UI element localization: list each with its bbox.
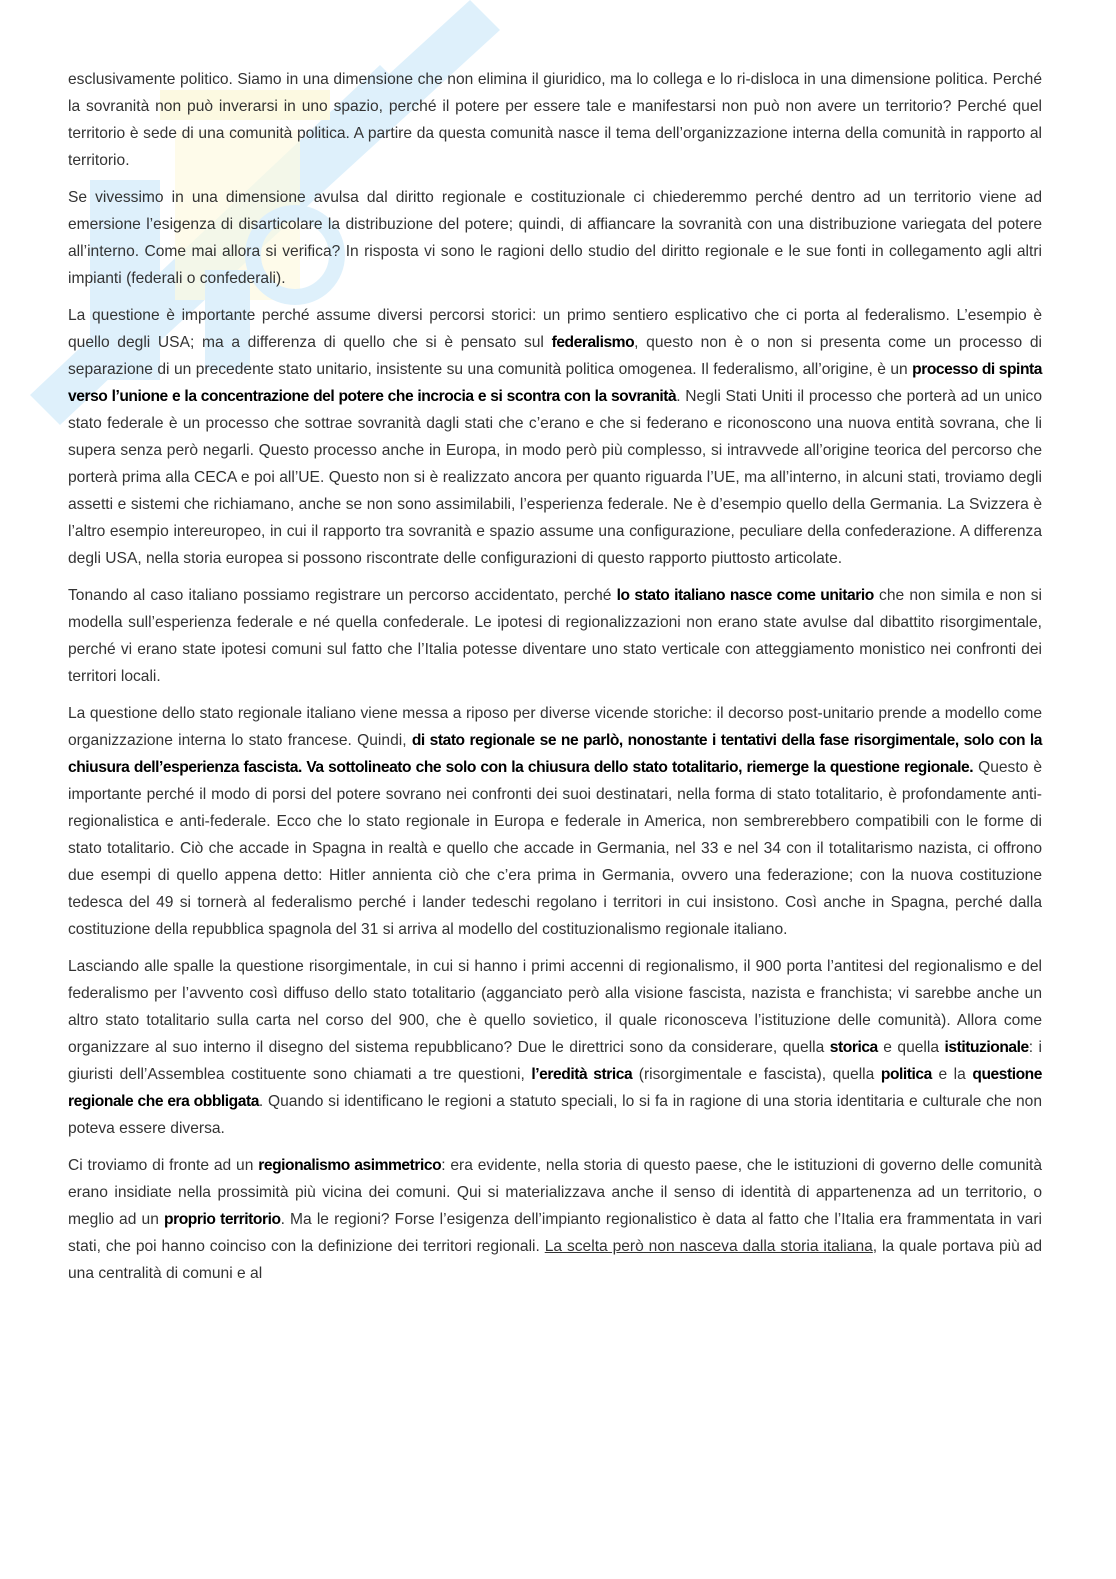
text-run: , la quale portava più ad una centralità di comuni e al [68,1238,1042,1282]
bold-text: storica [829,1039,878,1056]
document-body [68,66,1042,1297]
bold-text: questione regionale che era obbligata [68,1066,1042,1110]
text-run: Lasciando alle spalle la questione risorgimentale, in cui si hanno i primi accenni di regionalismo, il 900 porta l’antitesi del regionalismo e del federalismo per l’avvento così diffuso dello stato totalitario (agganciato però alla visione fascista, nazista e franchista; vi sarebbe anche un altro stato totalitario sulla carta nel corso del 900, che è quello sovietico, il quale riconosceva l’istituzione delle comunità). Allora come organizzare al suo interno il disegno del sistema repubblicano? Due le direttrici sono da considerare, quella [68,958,1042,1056]
text-run: che non simila e non si modella sull’esperienza federale e né quella confederale. Le ipotesi di regionalizzazioni non erano state avulse dal dibattito risorgimentale, perché vi erano state ipotesi comuni sul fatto che l’Italia potesse diventare uno stato verticale con atteggiamento monistico nei confronti dei territori locali. [68,587,1042,685]
text-run: . Negli Stati Uniti il processo che porterà ad un unico stato federale è un processo che sottrae sovranità dagli stati che c’erano e che si federano e riconoscono una nuova entità sovrana, che li supera senza però negarli. Questo processo anche in Europa, in modo però più complesso, si intravvede all’origine teorica del percorso che porterà prima alla CECA e poi all’UE. Questo non si è realizzato ancora per quanto riguarda l’UE, ma all’interno, in alcuni stati, troviamo degli assetti e sistemi che richiamano, anche se non sono assimilabili, l’esperienza federale. Ne è d’esempio quello della Germania. La Svizzera è l’altro esempio intereuropeo, in cui il rapporto tra sovranità e spazio assume una configurazione, peculiare della confederazione. A differenza degli USA, nella storia europea si possono riscontrate delle configurazioni di questo rapporto piuttosto articolate. [68,388,1043,567]
paragraph-6 [68,953,1042,1142]
underlined-text: La scelta però non nasceva dalla storia italiana [544,1238,873,1255]
text-run: : i giuristi dell’Assemblea costituente sono chiamati a tre questioni, [68,1039,1043,1083]
text-run: La questione è importante perché assume diversi percorsi storici: un primo sentiero esplicativo che ci porta al federalismo. L’esempio è quello degli USA; ma a differenza di quello che si è pensato sul [68,307,1042,351]
bold-text: istituzionale [944,1039,1029,1056]
bold-text: processo di spinta verso l’unione e la concentrazione del potere che incrocia e si scontra con la sovranità [68,361,1042,405]
bold-text: l’eredità strica [531,1066,633,1083]
bold-text: proprio territorio [164,1211,281,1228]
bold-text: lo stato italiano nasce come unitario [616,587,874,604]
text-run: La questione dello stato regionale italiano viene messa a riposo per diverse vicende storiche: il decorso post-unitario prende a modello come organizzazione interna lo stato francese. Quindi, [68,705,1042,749]
bold-text: regionalismo asimmetrico [258,1157,442,1174]
paragraph-2 [68,184,1042,292]
text-run: Se vivessimo in una dimensione avulsa dal diritto regionale e costituzionale ci chiederemmo perché dentro ad un territorio viene ad emersione l’esigenza di disarticolare la distribuzione del potere; quindi, di affiancare la sovranità con una distribuzione variegata del potere all’interno. Come mai allora si verifica? In risposta vi sono le ragioni dello studio del diritto regionale e le sue fonti in collegamento agli altri impianti (federali o confederali). [68,189,1042,287]
text-run: e la [931,1066,973,1083]
text-run: (risorgimentale e fascista), quella [632,1066,881,1083]
text-run: , questo non è o non si presenta come un processo di separazione di un precedente stato unitario, insistente su una comunità politica omogenea. Il federalismo, all’origine, è un [68,334,1042,378]
bold-text: di stato regionale se ne parlò, nonostante i tentativi della fase risorgimentale, solo con la chiusura dell’esperienza fascista. Va sottolineato che solo con la chiusura dello stato totalitario, riemerge la questione regionale. [68,732,1042,776]
paragraph-5 [68,700,1042,943]
paragraph-7 [68,1152,1042,1287]
text-run: Tonando al caso italiano possiamo registrare un percorso accidentato, perché [68,587,617,604]
paragraph-4 [68,582,1042,690]
paragraph-1 [68,66,1042,174]
text-run: : era evidente, nella storia di questo paese, che le istituzioni di governo delle comunità erano insidiate nella prossimità più vicina dei comuni. Qui si materializzava anche il senso di identità di appartenenza ad un territorio, o meglio ad un [68,1157,1043,1228]
bold-text: federalismo [551,334,635,351]
bold-text: politica [880,1066,932,1083]
paragraph-3 [68,302,1042,572]
text-run: e quella [877,1039,945,1056]
text-run: . Quando si identificano le regioni a statuto speciali, lo si fa in ragione di una storia identitaria e culturale che non poteva essere diversa. [68,1093,1042,1137]
text-run: esclusivamente politico. Siamo in una dimensione che non elimina il giuridico, ma lo collega e lo ri-disloca in una dimensione politica. Perché la sovranità non può inverarsi in uno spazio, perché il potere per essere tale e manifestarsi non può non avere un territorio? Perché quel territorio è sede di una comunità politica. A partire da questa comunità nasce il tema dell’organizzazione interna della comunità in rapporto al territorio. [68,71,1042,169]
text-run: Questo è importante perché il modo di porsi del potere sovrano nei confronti dei suoi destinatari, nella forma di stato totalitario, è profondamente anti-regionalistica e anti-federale. Ecco che lo stato regionale in Europa e federale in America, non sembrerebbero compatibili con le forme di stato totalitario. Ciò che accade in Spagna in realtà e quello che accade in Germania, nel 33 e nel 34 con il totalitarismo nazista, ci offrono due esempi di quello appena detto: Hitler annienta ciò che c’era prima in Germania, ovvero una federazione; con la nuova costituzione tedesca del 49 si tornerà al federalismo perché i lander tedeschi regolano i territori in cui insistono. Così anche in Spagna, perché dalla costituzione della repubblica spagnola del 31 si arriva al modello del costituzionalismo regionale italiano. [68,759,1042,938]
text-run: Ci troviamo di fronte ad un [68,1157,259,1174]
text-run: . Ma le regioni? Forse l’esigenza dell’impianto regionalistico è data al fatto che l’Italia era frammentata in vari stati, che poi hanno coinciso con la definizione dei territori regionali. [68,1211,1042,1255]
